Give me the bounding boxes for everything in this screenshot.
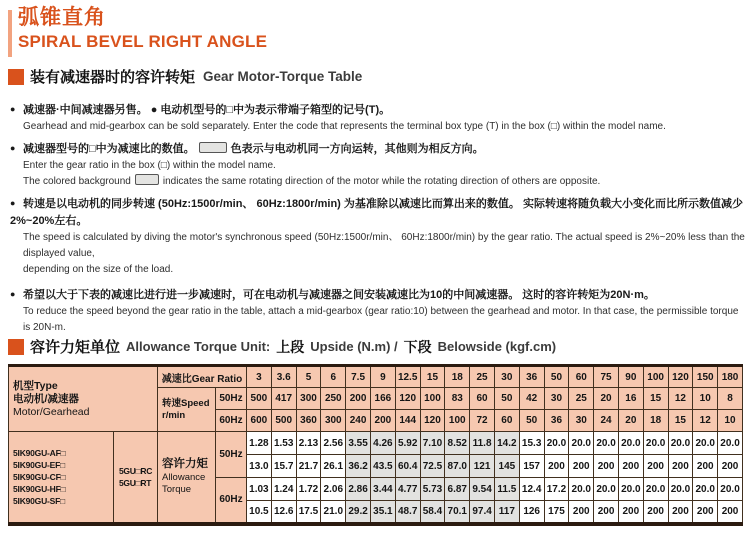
torque_60hz_nm-value: 4.77 bbox=[395, 478, 420, 501]
bullet-icon: ● bbox=[10, 289, 16, 299]
note-1 bbox=[10, 101, 748, 135]
torque_60hz_nm-value: 20.0 bbox=[668, 478, 693, 501]
ratios-value: 60 bbox=[569, 366, 594, 388]
speed_50hz-value: 8 bbox=[718, 388, 743, 410]
torque_60hz_nm-value: 6.87 bbox=[445, 478, 470, 501]
upside-cn: 上段 bbox=[276, 338, 305, 355]
speed_60hz-value: 24 bbox=[594, 410, 619, 432]
torque_60hz_kgfcm-value: 126 bbox=[519, 501, 544, 524]
torque_60hz_kgfcm-value: 200 bbox=[693, 501, 718, 524]
models-cell-line: 5IK90GU-CF□ bbox=[13, 471, 66, 482]
models-cell bbox=[9, 432, 114, 524]
ratios-value: 12.5 bbox=[395, 366, 420, 388]
speed_60hz-value: 15 bbox=[668, 410, 693, 432]
torque_60hz_kgfcm-value: 58.4 bbox=[420, 501, 445, 524]
torque_60hz_nm-value: 20.0 bbox=[618, 478, 643, 501]
torque_60hz_kgfcm-value: 17.5 bbox=[296, 501, 321, 524]
torque_50hz_kgfcm-value: 72.5 bbox=[420, 455, 445, 478]
torque-label-cell bbox=[158, 432, 216, 524]
speed_50hz-value: 16 bbox=[618, 388, 643, 410]
torque_60hz_nm-value: 20.0 bbox=[718, 478, 743, 501]
speed_60hz-value: 300 bbox=[321, 410, 346, 432]
torque-label-cell-line: 容许力矩 bbox=[162, 458, 208, 471]
torque_60hz_kgfcm-value: 10.5 bbox=[247, 501, 272, 524]
torque_50hz_nm-value: 2.13 bbox=[296, 432, 321, 455]
torque_60hz_kgfcm-value: 200 bbox=[594, 501, 619, 524]
torque_50hz_kgfcm-value: 145 bbox=[494, 455, 519, 478]
title-accent-bar bbox=[8, 10, 12, 57]
section-marker-icon bbox=[8, 69, 24, 85]
notes-list bbox=[10, 101, 748, 341]
ratios-value: 90 bbox=[618, 366, 643, 388]
torque_60hz_nm-value: 20.0 bbox=[693, 478, 718, 501]
speed-label-cell-line: 转速Speed bbox=[162, 397, 210, 409]
page-title-block bbox=[8, 5, 267, 57]
torque_60hz_kgfcm-value: 200 bbox=[718, 501, 743, 524]
torque_60hz_nm-value: 20.0 bbox=[569, 478, 594, 501]
torque_60hz_nm-value: 5.73 bbox=[420, 478, 445, 501]
torque_50hz_kgfcm-value: 43.5 bbox=[370, 455, 395, 478]
belowside-cn: 下段 bbox=[403, 338, 432, 355]
table-row bbox=[9, 366, 743, 388]
corner-cell-line: 机型Type bbox=[13, 379, 58, 392]
torque_50hz_kgfcm-value: 87.0 bbox=[445, 455, 470, 478]
section1-title-en: Gear Motor-Torque Table bbox=[203, 69, 363, 84]
note-2-cn-before: 减速器型号的□中为减速比的数值。 bbox=[23, 143, 195, 155]
gearheads-cell bbox=[114, 432, 158, 524]
torque_50hz_kgfcm-value: 200 bbox=[569, 455, 594, 478]
torque_60hz_kgfcm-value: 200 bbox=[668, 501, 693, 524]
bullet-icon: ● bbox=[10, 198, 16, 208]
ratios-value: 25 bbox=[470, 366, 495, 388]
torque_50hz_nm-value: 3.55 bbox=[346, 432, 371, 455]
ratios-value: 15 bbox=[420, 366, 445, 388]
torque_60hz_nm-value: 2.86 bbox=[346, 478, 371, 501]
upside-en: Upside (N.m) / bbox=[310, 339, 398, 354]
note-4-cn: 希望以大于下表的减速比进行进一步减速时，可在电动机与减速器之间安装减速比为10的中间减速器。 这时的容许转矩为20N·m。 bbox=[23, 289, 655, 301]
torque_50hz_kgfcm-value: 200 bbox=[643, 455, 668, 478]
torque_60hz_nm-value: 11.5 bbox=[494, 478, 519, 501]
corner-cell-line: Motor/Gearhead bbox=[13, 405, 90, 418]
speed_50hz-value: 417 bbox=[271, 388, 296, 410]
torque_50hz_nm-value: 11.8 bbox=[470, 432, 495, 455]
torque_60hz_kgfcm-value: 29.2 bbox=[346, 501, 371, 524]
torque_60hz_kgfcm-value: 200 bbox=[643, 501, 668, 524]
torque_50hz_kgfcm-value: 200 bbox=[544, 455, 569, 478]
torque_50hz_nm-value: 8.52 bbox=[445, 432, 470, 455]
torque_60hz_nm-value: 17.2 bbox=[544, 478, 569, 501]
torque_50hz_nm-value: 2.56 bbox=[321, 432, 346, 455]
unit-label-cn: 容许力矩单位 bbox=[30, 339, 121, 356]
torque_50hz_nm-value: 20.0 bbox=[668, 432, 693, 455]
note-1-cn: 减速器·中间减速器另售。 ● 电动机型号的□中为表示带端子箱型的记号(T)。 bbox=[23, 104, 391, 116]
speed_60hz-value: 50 bbox=[519, 410, 544, 432]
torque_50hz_nm-value: 20.0 bbox=[544, 432, 569, 455]
torque_50hz_nm-value: 14.2 bbox=[494, 432, 519, 455]
torque_60hz_nm-value: 12.4 bbox=[519, 478, 544, 501]
torque-label-cell-line: Torque bbox=[162, 484, 192, 496]
torque_60hz_kgfcm-value: 200 bbox=[618, 501, 643, 524]
note-2-cn-after: 色表示与电动机同一方向运转，其他则为相反方向。 bbox=[230, 143, 484, 155]
torque_60hz_nm-value: 20.0 bbox=[594, 478, 619, 501]
corner-cell-line: 电动机/减速器 bbox=[13, 392, 79, 405]
torque_50hz_kgfcm-value: 157 bbox=[519, 455, 544, 478]
speed_50hz-value: 20 bbox=[594, 388, 619, 410]
torque_50hz_kgfcm-value: 121 bbox=[470, 455, 495, 478]
ratios-value: 3 bbox=[247, 366, 272, 388]
page-title: 弧锥直角 bbox=[18, 6, 106, 29]
note-3-en1: The speed is calculated by diving the motor's synchronous speed (50Hz:1500r/min、 60Hz:1800r/min) by the gear ratio. The actual speed is 2%~20% less than the displayed value, bbox=[23, 232, 745, 259]
note-2-en1: Enter the gear ratio in the box (□) within the model name. bbox=[23, 160, 276, 171]
torque-table bbox=[8, 364, 743, 526]
speed-label-cell-line: r/min bbox=[162, 409, 186, 421]
torque_50hz_kgfcm-value: 200 bbox=[718, 455, 743, 478]
speed_60hz-value: 100 bbox=[445, 410, 470, 432]
torque_60hz_kgfcm-value: 35.1 bbox=[370, 501, 395, 524]
note-3 bbox=[10, 195, 748, 278]
speed_50hz-value: 500 bbox=[247, 388, 272, 410]
ratios-value: 50 bbox=[544, 366, 569, 388]
note-2-en2-after: indicates the same rotating direction of the motor while the rotating direction of others are opposite. bbox=[162, 176, 601, 187]
torque_50hz_kgfcm-value: 200 bbox=[594, 455, 619, 478]
hz60-cell: 60Hz bbox=[216, 410, 247, 432]
speed_50hz-value: 83 bbox=[445, 388, 470, 410]
speed_60hz-value: 10 bbox=[718, 410, 743, 432]
section1-title-cn: 装有减速器时的容许转矩 bbox=[30, 69, 196, 86]
speed_60hz-value: 360 bbox=[296, 410, 321, 432]
speed_60hz-value: 72 bbox=[470, 410, 495, 432]
hz50-cell: 50Hz bbox=[216, 432, 247, 478]
torque_60hz_kgfcm-value: 21.0 bbox=[321, 501, 346, 524]
speed_60hz-value: 500 bbox=[271, 410, 296, 432]
table-row bbox=[9, 432, 743, 455]
speed-label-cell bbox=[158, 388, 216, 432]
speed_50hz-value: 42 bbox=[519, 388, 544, 410]
ratios-value: 120 bbox=[668, 366, 693, 388]
torque_50hz_kgfcm-value: 200 bbox=[618, 455, 643, 478]
gear-ratio-label-cell: 减速比Gear Ratio bbox=[158, 366, 247, 388]
speed_60hz-value: 144 bbox=[395, 410, 420, 432]
torque_60hz_kgfcm-value: 175 bbox=[544, 501, 569, 524]
speed_50hz-value: 30 bbox=[544, 388, 569, 410]
speed_50hz-value: 15 bbox=[643, 388, 668, 410]
torque_50hz_kgfcm-value: 13.0 bbox=[247, 455, 272, 478]
note-4-en: To reduce the speed beyond the gear ratio in the table, attach a mid-gearbox (gear ratio:10) between the gearhead and motor. In that case, the permissible torque is 20N-m. bbox=[23, 306, 739, 333]
ratios-value: 18 bbox=[445, 366, 470, 388]
gearheads-cell-line: 5GU□RC bbox=[119, 465, 153, 476]
torque_50hz_kgfcm-value: 200 bbox=[693, 455, 718, 478]
torque_50hz_nm-value: 20.0 bbox=[618, 432, 643, 455]
speed_60hz-value: 120 bbox=[420, 410, 445, 432]
ratios-value: 150 bbox=[693, 366, 718, 388]
torque_60hz_nm-value: 1.24 bbox=[271, 478, 296, 501]
torque_50hz_nm-value: 20.0 bbox=[693, 432, 718, 455]
torque_60hz_kgfcm-value: 97.4 bbox=[470, 501, 495, 524]
torque_50hz_kgfcm-value: 21.7 bbox=[296, 455, 321, 478]
torque_60hz_kgfcm-value: 12.6 bbox=[271, 501, 296, 524]
torque_60hz_kgfcm-value: 117 bbox=[494, 501, 519, 524]
torque_60hz_kgfcm-value: 48.7 bbox=[395, 501, 420, 524]
torque_50hz_nm-value: 7.10 bbox=[420, 432, 445, 455]
speed_50hz-value: 10 bbox=[693, 388, 718, 410]
speed_60hz-value: 20 bbox=[618, 410, 643, 432]
torque_60hz_nm-value: 2.06 bbox=[321, 478, 346, 501]
torque_50hz_kgfcm-value: 60.4 bbox=[395, 455, 420, 478]
same-direction-swatch-icon bbox=[199, 142, 227, 153]
torque_50hz_kgfcm-value: 36.2 bbox=[346, 455, 371, 478]
bullet-icon: ● bbox=[10, 104, 16, 114]
models-cell-line: 5IK90GU-AF□ bbox=[13, 447, 66, 458]
speed_60hz-value: 60 bbox=[494, 410, 519, 432]
note-2 bbox=[10, 140, 748, 190]
ratios-value: 7.5 bbox=[346, 366, 371, 388]
models-cell-line: 5IK90GU-SF□ bbox=[13, 495, 66, 506]
speed_50hz-value: 60 bbox=[470, 388, 495, 410]
note-1-en: Gearhead and mid-gearbox can be sold separately. Enter the code that represents the terminal box type (T) in the box (□) within the model name. bbox=[23, 121, 666, 132]
torque_60hz_nm-value: 20.0 bbox=[643, 478, 668, 501]
note-2-en2-before: The colored background bbox=[23, 176, 131, 187]
torque_50hz_nm-value: 1.28 bbox=[247, 432, 272, 455]
torque_60hz_kgfcm-value: 70.1 bbox=[445, 501, 470, 524]
torque_50hz_nm-value: 15.3 bbox=[519, 432, 544, 455]
speed_50hz-value: 250 bbox=[321, 388, 346, 410]
torque-label-cell-line: Allowance bbox=[162, 472, 206, 484]
torque_60hz_nm-value: 3.44 bbox=[370, 478, 395, 501]
speed_60hz-value: 240 bbox=[346, 410, 371, 432]
same-direction-swatch-icon bbox=[135, 174, 159, 185]
speed_50hz-value: 200 bbox=[346, 388, 371, 410]
bullet-icon: ● bbox=[10, 143, 16, 153]
ratios-value: 30 bbox=[494, 366, 519, 388]
ratios-value: 36 bbox=[519, 366, 544, 388]
torque_50hz_kgfcm-value: 200 bbox=[668, 455, 693, 478]
section1-header bbox=[8, 66, 362, 87]
speed_50hz-value: 300 bbox=[296, 388, 321, 410]
torque_50hz_nm-value: 20.0 bbox=[594, 432, 619, 455]
speed_60hz-value: 36 bbox=[544, 410, 569, 432]
speed_60hz-value: 200 bbox=[370, 410, 395, 432]
torque_60hz_nm-value: 9.54 bbox=[470, 478, 495, 501]
torque_50hz_nm-value: 20.0 bbox=[569, 432, 594, 455]
belowside-en: Belowside (kgf.cm) bbox=[437, 339, 557, 354]
note-3-cn: 转速是以电动机的同步转速 (50Hz:1500r/min、 60Hz:1800r/min) 为基准除以减速比而算出来的数值。 实际转速将随负载大小变化而比所示数值减少2%~20%左右。 bbox=[10, 198, 743, 227]
unit-label-en: Allowance Torque Unit: bbox=[126, 339, 271, 354]
ratios-value: 100 bbox=[643, 366, 668, 388]
note-4 bbox=[10, 286, 748, 336]
speed_50hz-value: 166 bbox=[370, 388, 395, 410]
torque_50hz_kgfcm-value: 15.7 bbox=[271, 455, 296, 478]
speed_50hz-value: 12 bbox=[668, 388, 693, 410]
note-3-en2: depending on the size of the load. bbox=[23, 264, 174, 275]
ratios-value: 180 bbox=[718, 366, 743, 388]
torque_50hz_nm-value: 5.92 bbox=[395, 432, 420, 455]
speed_60hz-value: 600 bbox=[247, 410, 272, 432]
ratios-value: 9 bbox=[370, 366, 395, 388]
torque-table-wrap bbox=[8, 364, 743, 526]
torque_60hz_nm-value: 1.72 bbox=[296, 478, 321, 501]
gearheads-cell-line: 5GU□RT bbox=[119, 477, 152, 488]
speed_60hz-value: 30 bbox=[569, 410, 594, 432]
section2-header bbox=[8, 336, 556, 357]
speed_60hz-value: 18 bbox=[643, 410, 668, 432]
hz60-cell: 60Hz bbox=[216, 478, 247, 524]
speed_50hz-value: 100 bbox=[420, 388, 445, 410]
torque_60hz_nm-value: 1.03 bbox=[247, 478, 272, 501]
torque_50hz_nm-value: 20.0 bbox=[643, 432, 668, 455]
speed_50hz-value: 25 bbox=[569, 388, 594, 410]
speed_60hz-value: 12 bbox=[693, 410, 718, 432]
models-cell-line: 5IK90GU-HF□ bbox=[13, 483, 66, 494]
ratios-value: 3.6 bbox=[271, 366, 296, 388]
speed_50hz-value: 50 bbox=[494, 388, 519, 410]
torque_50hz_nm-value: 1.53 bbox=[271, 432, 296, 455]
ratios-value: 6 bbox=[321, 366, 346, 388]
page-subtitle: SPIRAL BEVEL RIGHT ANGLE bbox=[18, 32, 268, 51]
ratios-value: 75 bbox=[594, 366, 619, 388]
torque_50hz_kgfcm-value: 26.1 bbox=[321, 455, 346, 478]
torque_50hz_nm-value: 4.26 bbox=[370, 432, 395, 455]
torque_50hz_nm-value: 20.0 bbox=[718, 432, 743, 455]
hz50-cell: 50Hz bbox=[216, 388, 247, 410]
models-cell-line: 5IK90GU-EF□ bbox=[13, 459, 66, 470]
ratios-value: 5 bbox=[296, 366, 321, 388]
speed_50hz-value: 120 bbox=[395, 388, 420, 410]
section-marker-icon bbox=[8, 339, 24, 355]
corner-cell bbox=[9, 366, 158, 432]
torque_60hz_kgfcm-value: 200 bbox=[569, 501, 594, 524]
